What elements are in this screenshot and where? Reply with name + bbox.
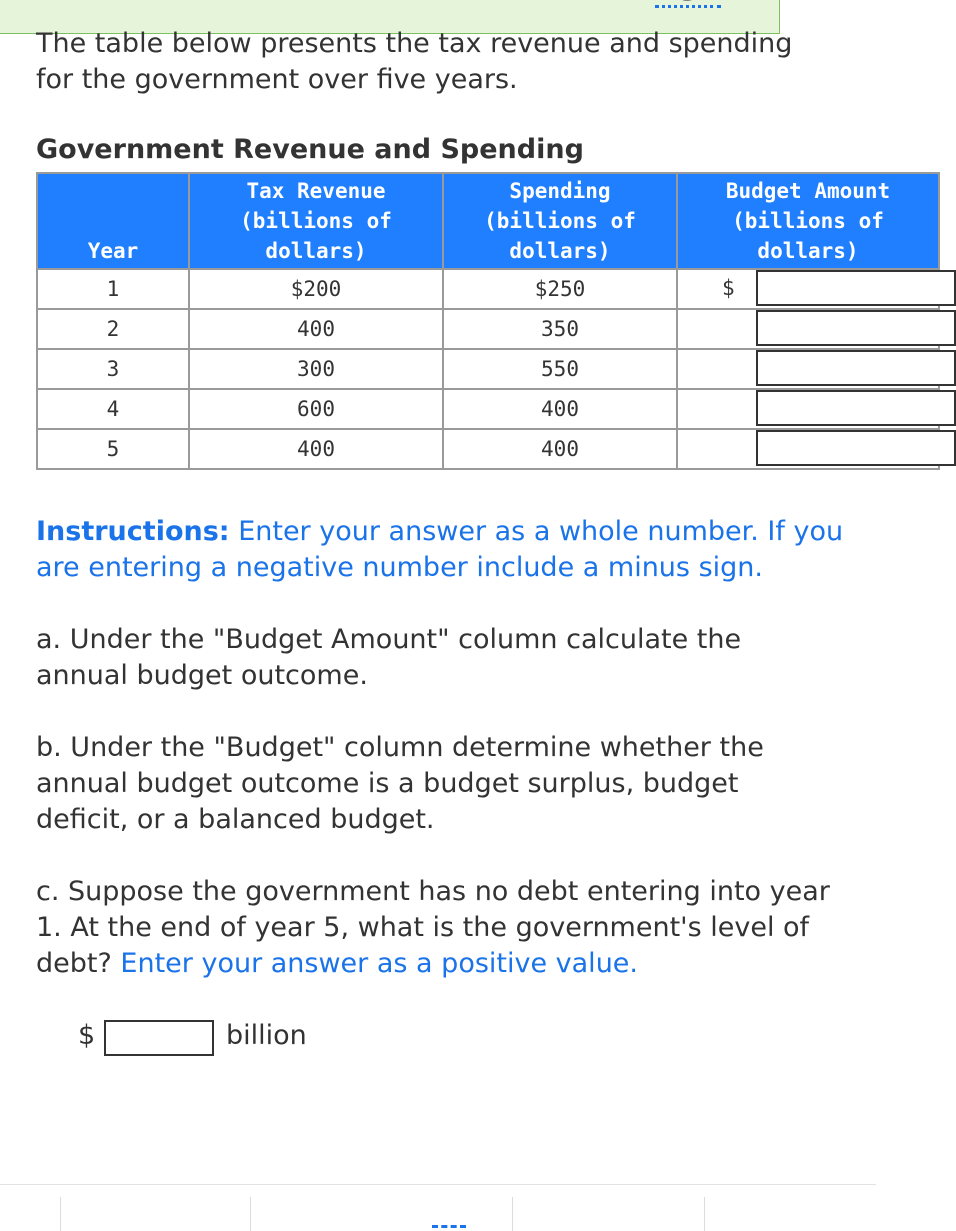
budget-amount-input-year-2[interactable] <box>756 310 956 346</box>
header-spending: Spending (billions of dollars) <box>444 174 676 268</box>
table-header-row <box>38 174 938 268</box>
header-tax-revenue: Tax Revenue (billions of dollars) <box>190 174 442 268</box>
nav-divider <box>512 1197 513 1231</box>
question-c-text: c. Suppose the government has no debt entering into year 1. At the end of year 5, what is the government's level of debt? <box>36 876 830 979</box>
cell-spending: 400 <box>444 390 676 428</box>
cell-tax-revenue: 300 <box>190 350 442 388</box>
table-row <box>38 270 938 308</box>
cell-spending: 350 <box>444 310 676 348</box>
cell-year: 4 <box>38 390 188 428</box>
cell-budget-amount <box>678 350 938 388</box>
question-c <box>36 874 836 982</box>
table-row <box>38 430 938 468</box>
nav-divider <box>704 1197 705 1231</box>
cell-budget-amount <box>678 390 938 428</box>
revenue-spending-table <box>36 172 940 470</box>
budget-amount-input-year-5[interactable] <box>756 430 956 466</box>
question-a: a. Under the "Budget Amount" column calculate the annual budget outcome. <box>36 624 742 691</box>
revenue-spending-table-container <box>36 172 891 480</box>
cell-budget-amount <box>678 430 938 468</box>
debt-answer-input[interactable] <box>104 1020 214 1056</box>
budget-amount-input-year-4[interactable] <box>756 390 956 426</box>
budget-amount-input-year-1[interactable] <box>756 270 956 306</box>
cell-year: 2 <box>38 310 188 348</box>
answer-unit: billion <box>226 1020 307 1051</box>
cell-budget-amount <box>678 310 938 348</box>
table-row <box>38 310 938 348</box>
cell-spending: 550 <box>444 350 676 388</box>
nav-divider <box>250 1197 251 1231</box>
cell-budget-amount <box>678 270 938 308</box>
dotted-underline <box>655 5 721 11</box>
cell-year: 1 <box>38 270 188 308</box>
dollar-sign: $ <box>722 276 735 300</box>
table-title: Government Revenue and Spending <box>36 134 584 165</box>
instructions-text: Enter your answer as a whole number. If you are entering a negative number include a minus sign. <box>36 516 844 583</box>
header-budget-amount: Budget Amount (billions of dollars) <box>678 174 938 268</box>
instructions <box>36 514 856 586</box>
intro-text: The table below presents the tax revenue and spending for the government over five years. <box>36 28 793 95</box>
budget-amount-input-year-3[interactable] <box>756 350 956 386</box>
cell-spending: $250 <box>444 270 676 308</box>
bottom-navigation-bar <box>0 1184 876 1231</box>
question-c-note: Enter your answer as a positive value. <box>120 948 638 979</box>
table-row <box>38 390 938 428</box>
cell-tax-revenue: 600 <box>190 390 442 428</box>
header-year: Year <box>38 174 188 268</box>
cell-year: 3 <box>38 350 188 388</box>
nav-divider <box>60 1197 61 1231</box>
cell-spending: 400 <box>444 430 676 468</box>
answer-currency: $ <box>78 1020 96 1051</box>
status-circle-icon <box>676 0 698 1</box>
cell-tax-revenue: $200 <box>190 270 442 308</box>
question-b: b. Under the "Budget" column determine whether the annual budget outcome is a budget surplus, budget deficit, or a balanced budget. <box>36 732 764 835</box>
table-row <box>38 350 938 388</box>
cell-tax-revenue: 400 <box>190 430 442 468</box>
cell-tax-revenue: 400 <box>190 310 442 348</box>
page-indicator[interactable] <box>432 1225 466 1230</box>
cell-year: 5 <box>38 430 188 468</box>
instructions-label: Instructions: <box>36 516 230 547</box>
